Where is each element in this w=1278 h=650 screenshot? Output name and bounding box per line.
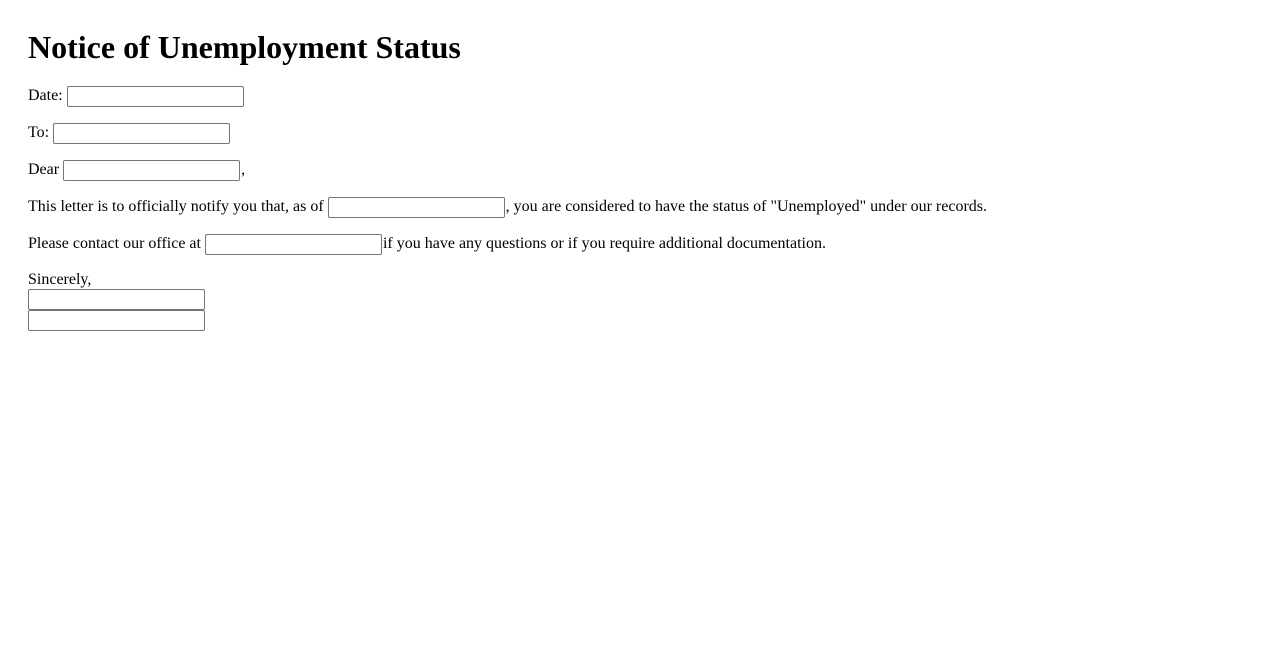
signature-name-field[interactable] — [28, 289, 205, 310]
notice-row — [28, 196, 987, 218]
to-row — [28, 122, 231, 144]
date-label: Date: — [28, 87, 63, 104]
contact-text-after: if you have any questions or if you require additional documentation. — [382, 235, 826, 252]
salutation-comma: , — [241, 161, 246, 178]
salutation-row — [28, 159, 245, 181]
salutation-name-field[interactable] — [63, 160, 240, 181]
to-label: To: — [28, 124, 50, 141]
office-contact-field[interactable] — [205, 234, 382, 255]
contact-row — [28, 233, 826, 255]
notice-text-after: , you are considered to have the status of "Unemployed" under our records. — [505, 198, 988, 215]
signature-title-field[interactable] — [28, 310, 205, 331]
unemployment-date-field[interactable] — [328, 197, 505, 218]
page-title: Notice of Unemployment Status — [28, 29, 461, 65]
signature-block — [28, 270, 205, 331]
date-field[interactable] — [67, 86, 244, 107]
date-row — [28, 85, 245, 107]
closing-label: Sincerely, — [28, 271, 92, 288]
contact-text-before: Please contact our office at — [28, 235, 201, 252]
recipient-field[interactable] — [53, 123, 230, 144]
notice-text-before: This letter is to officially notify you that, as of — [28, 198, 324, 215]
salutation-prefix: Dear — [28, 161, 60, 178]
